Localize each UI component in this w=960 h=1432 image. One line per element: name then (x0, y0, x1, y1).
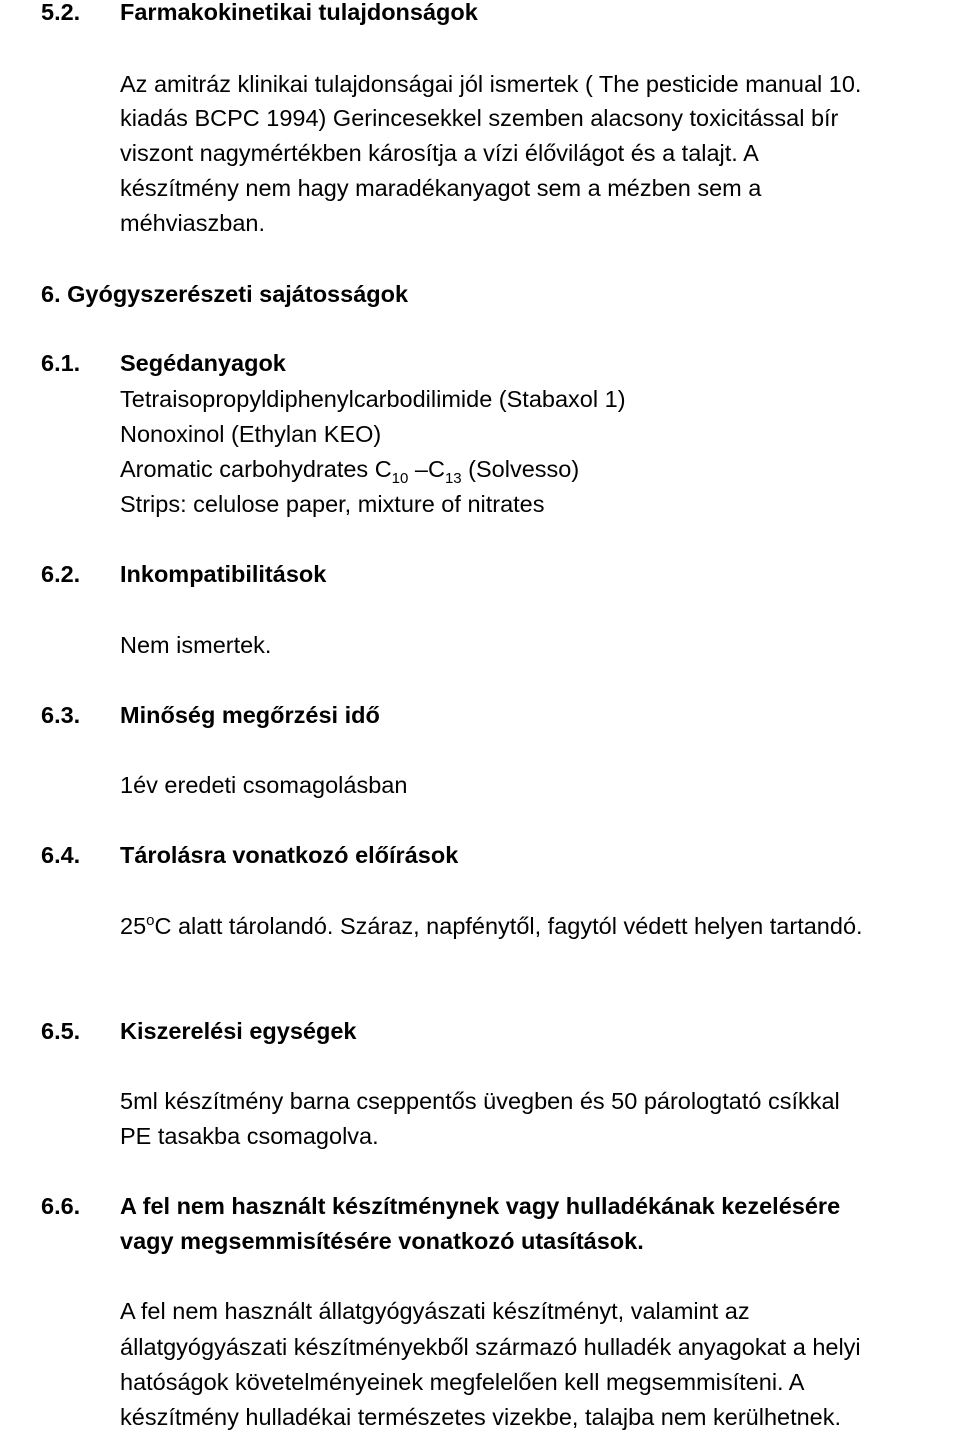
paragraph-line: viszont nagymértékben károsítja a vízi élővilágot és a talajt. A (120, 140, 759, 166)
section-6-6-number: 6.6. (41, 1193, 81, 1219)
section-6-6-heading-line: vagy megsemmisítésére vonatkozó utasítások. (120, 1228, 644, 1254)
section-5-2-number: 5.2. (41, 0, 81, 25)
storage-instructions: C alatt tárolandó. Száraz, napfénytől, fagytól védett helyen tartandó. (154, 913, 863, 939)
section-6-5-heading: Kiszerelési egységek (120, 1018, 357, 1044)
section-6-5-number: 6.5. (41, 1018, 81, 1044)
section-6-2-text: Nem ismertek. (120, 632, 272, 658)
section-6-4-text (120, 912, 863, 944)
paragraph-line: állatgyógyászati készítményekből származó hulladék anyagokat a helyi (120, 1334, 861, 1360)
subscript: 13 (444, 470, 462, 487)
section-6-4-number: 6.4. (41, 842, 81, 868)
paragraph-line: PE tasakba csomagolva. (120, 1123, 379, 1149)
paragraph-line: hatóságok követelményeinek megfelelően kell megsemmisíteni. A (120, 1369, 805, 1395)
paragraph-line: méhviaszban. (120, 210, 265, 236)
section-6-3-number: 6.3. (41, 702, 81, 728)
excipient-suffix: (Solvesso) (461, 456, 580, 482)
section-6-6-heading-line: A fel nem használt készítménynek vagy hulladékának kezelésére (120, 1193, 841, 1219)
excipient-line: Strips: celulose paper, mixture of nitrates (120, 491, 545, 517)
excipient-line (120, 455, 579, 487)
paragraph-line: készítmény hulladékai természetes vizekbe, talajba nem kerülhetnek. (120, 1404, 842, 1430)
paragraph-line: kiadás BCPC 1994) Gerincesekkel szemben alacsony toxicitással bír (120, 105, 839, 131)
degree-superscript: o (146, 912, 155, 929)
paragraph-line: Az amitráz klinikai tulajdonságai jól ismertek ( The pesticide manual 10. (120, 71, 862, 97)
excipient-middle: –C (408, 456, 445, 482)
paragraph-line: A fel nem használt állatgyógyászati készítményt, valamint az (120, 1298, 750, 1324)
section-6-2-number: 6.2. (41, 561, 81, 587)
temperature-value: 25 (120, 913, 147, 939)
subscript: 10 (391, 470, 409, 487)
excipient-line: Nonoxinol (Ethylan KEO) (120, 421, 382, 447)
section-6-4-heading: Tárolásra vonatkozó előírások (120, 842, 459, 868)
section-6-3-text: 1év eredeti csomagolásban (120, 772, 408, 798)
section-6-2-heading: Inkompatibilitások (120, 561, 327, 587)
paragraph-line: 5ml készítmény barna cseppentős üvegben és 50 párologtató csíkkal (120, 1088, 840, 1114)
section-6-1-number: 6.1. (41, 350, 81, 376)
excipient-prefix: Aromatic carbohydrates C (120, 456, 392, 482)
excipient-line: Tetraisopropyldiphenylcarbodilimide (Stabaxol 1) (120, 386, 626, 412)
section-5-2-heading: Farmakokinetikai tulajdonságok (120, 0, 478, 25)
paragraph-line: készítmény nem hagy maradékanyagot sem a mézben sem a (120, 175, 762, 201)
section-6-1-heading: Segédanyagok (120, 350, 286, 376)
section-6-3-heading: Minőség megőrzési idő (120, 702, 380, 728)
section-6-heading: 6. Gyógyszerészeti sajátosságok (41, 281, 409, 307)
